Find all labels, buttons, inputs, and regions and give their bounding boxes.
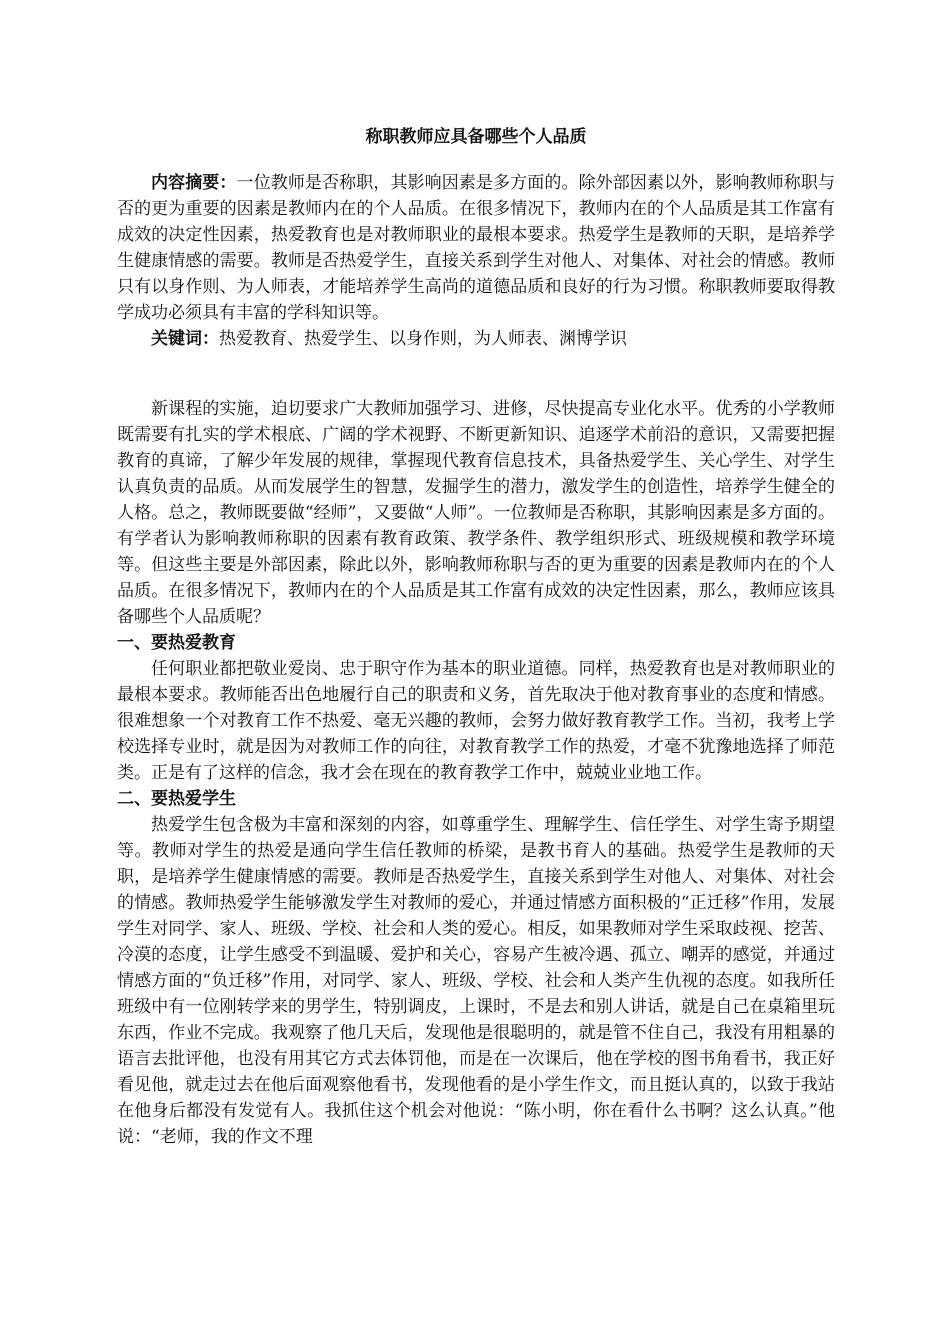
- page-title: 称职教师应具备哪些个人品质: [365, 127, 587, 147]
- section-paragraph-1: 任何职业都把敬业爱岗、忠于职守作为基本的职业道德。同样，热爱教育也是对教师职业的最根本要求。教师能否出色地履行自己的职责和义务，首先取决于他对教育事业的态度和情感。很难想象一个对教育工作不热爱、毫无兴趣的教师，会努力做好教育教学工作。当初，我考上学校选择专业时，就是因为对教师工作的向往，对教育教学工作的热爱，才毫不犹豫地选择了师范类。正是有了这样的信念，我才会在现在的教育教学工作中，兢兢业业地工作。: [117, 659, 835, 783]
- spacer: [117, 352, 835, 396]
- intro-paragraph: 新课程的实施，迫切要求广大教师加强学习、进修，尽快提高专业化水平。优秀的小学教师既需要有扎实的学术根底、广阔的学术视野、不断更新知识、追逐学术前沿的意识，又需要把握教育的真谛，了解少年发展的规律，掌握现代教育信息技术，具备热爱学生、关心学生、对学生认真负责的品质。从而发展学生的智慧，发掘学生的潜力，激发学生的创造性，培养学生健全的人格。总之，教师既要做“经师”，又要做“人师”。一位教师是否称职，其影响因素是多方面的。有学者认为影响教师称职的因素有教育政策、教学条件、教学组织形式、班级规模和教学环境等。但这些主要是外部因素，除此以外，影响教师称职与否的更为重要的因素是教师内在的个人品质。在很多情况下，教师内在的个人品质是其工作富有成效的决定性因素，那么，教师应该具备哪些个人品质呢？: [117, 399, 835, 627]
- document-body: [117, 124, 835, 1150]
- section-paragraph-2: 热爱学生包含极为丰富和深刻的内容，如尊重学生、理解学生、信任学生、对学生寄予期望等。教师对学生的热爱是通向学生信任教师的桥梁，是教书育人的基础。热爱学生是教师的天职，是培养学生健康情感的需要。教师是否热爱学生，直接关系到学生对他人、对集体、对社会的情感。教师热爱学生能够激发学生对教师的爱心，并通过情感方面积极的“正迁移”作用，发展学生对同学、家人、班级、学校、社会和人类的爱心。相反，如果教师对学生采取歧视、挖苦、冷漠的态度，让学生感受不到温暖、爱护和关心，容易产生被冷遇、孤立、嘲弄的感觉，并通过情感方面的“负迁移”作用，对同学、家人、班级、学校、社会和人类产生仇视的态度。如我所任班级中有一位刚转学来的男学生，特别调皮，上课时，不是去和别人讲话，就是自己在桌箱里玩东西，作业不完成。我观察了他几天后，发现他是很聪明的，就是管不住自己，我没有用粗暴的语言去批评他，也没有用其它方式去体罚他，而是在一次课后，他在学校的图书角看书，我正好看见他，就走过去在他后面观察他看书，发现他看的是小学生作文，而且挺认真的，以致于我站在他身后都没有发觉有人。我抓住这个机会对他说：“陈小明，你在看什么书啊？这么认真。”他说：“老师，我的作文不理: [117, 815, 835, 1147]
- abstract-text: 一位教师是否称职，其影响因素是多方面的。除外部因素以外，影响教师称职与否的更为重要的因素是教师内在的个人品质。在很多情况下，教师内在的个人品质是其工作富有成效的决定性因素，热爱教育也是对教师职业的最根本要求。热爱学生是教师的天职，是培养学生健康情感的需要。教师是否热爱学生，直接关系到学生对他人、对集体、对社会的情感。教师只有以身作则、为人师表，才能培养学生高尚的道德品质和良好的行为习惯。称职教师要取得教学成功必须具有丰富的学科知识等。: [117, 173, 836, 323]
- section-heading-2: 二、要热爱学生: [117, 789, 236, 809]
- abstract-paragraph: [117, 170, 835, 326]
- keywords-text: 热爱教育、热爱学生、以身作则，为人师表、渊博学识: [219, 329, 627, 349]
- keywords-label: 关键词：: [151, 329, 219, 349]
- abstract-label: 内容摘要：: [151, 173, 237, 193]
- keywords-paragraph: [117, 326, 835, 352]
- section-heading-1: 一、要热爱教育: [117, 633, 236, 653]
